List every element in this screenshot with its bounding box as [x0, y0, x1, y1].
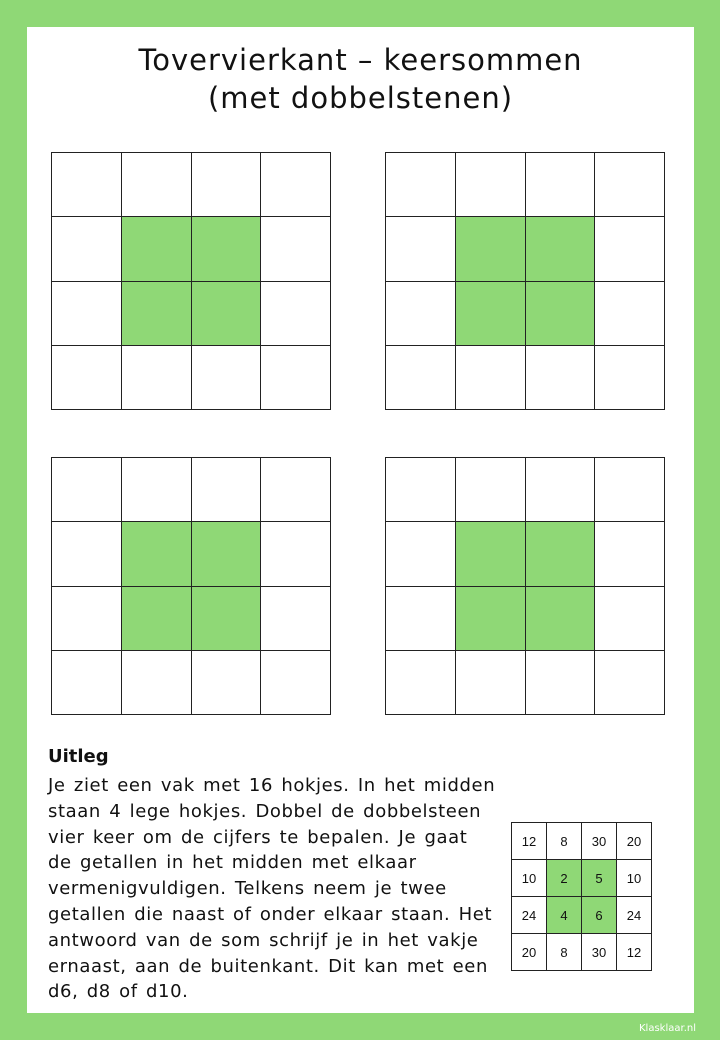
magic-square-2	[385, 152, 665, 410]
outer-cell	[595, 587, 665, 651]
outer-cell	[52, 587, 122, 651]
outer-cell	[456, 153, 526, 217]
outer-cell	[386, 522, 456, 586]
outer-cell	[52, 458, 122, 522]
outer-cell	[122, 346, 192, 410]
example-outer-cell: 8	[547, 934, 582, 971]
magic-square-1	[51, 152, 331, 410]
center-cell	[526, 522, 596, 586]
outer-cell	[122, 458, 192, 522]
example-outer-cell: 10	[617, 860, 652, 897]
outer-cell	[261, 587, 331, 651]
center-cell	[122, 217, 192, 281]
magic-square-3	[51, 457, 331, 715]
outer-cell	[595, 153, 665, 217]
outer-cell	[52, 522, 122, 586]
footer-brand: Klasklaar.nl	[639, 1023, 696, 1034]
outer-cell	[386, 153, 456, 217]
example-outer-cell: 20	[617, 823, 652, 860]
outer-cell	[526, 346, 596, 410]
example-outer-cell: 12	[617, 934, 652, 971]
worksheet	[27, 27, 694, 1013]
example-outer-cell: 10	[512, 860, 547, 897]
outer-cell	[595, 217, 665, 281]
example-center-cell: 4	[547, 897, 582, 934]
example-outer-cell: 24	[617, 897, 652, 934]
center-cell	[192, 282, 262, 346]
outer-cell	[386, 458, 456, 522]
center-cell	[456, 217, 526, 281]
title-line-2: (met dobbelstenen)	[207, 81, 514, 115]
outer-cell	[261, 346, 331, 410]
example-center-cell: 5	[582, 860, 617, 897]
outer-cell	[595, 458, 665, 522]
center-cell	[456, 282, 526, 346]
example-row	[512, 860, 652, 897]
example-outer-cell: 12	[512, 823, 547, 860]
explanation-heading: Uitleg	[48, 746, 109, 767]
example-outer-cell: 24	[512, 897, 547, 934]
outer-cell	[595, 282, 665, 346]
page-title	[27, 41, 694, 117]
outer-cell	[52, 282, 122, 346]
outer-cell	[456, 458, 526, 522]
outer-cell	[386, 587, 456, 651]
outer-cell	[595, 522, 665, 586]
title-line-1: Tovervierkant – keersommen	[138, 43, 583, 77]
example-row	[512, 897, 652, 934]
outer-cell	[261, 153, 331, 217]
outer-cell	[192, 346, 262, 410]
outer-cell	[526, 153, 596, 217]
center-cell	[456, 587, 526, 651]
outer-cell	[595, 346, 665, 410]
example-outer-cell: 30	[582, 934, 617, 971]
outer-cell	[526, 651, 596, 715]
example-row	[512, 934, 652, 971]
example-outer-cell: 30	[582, 823, 617, 860]
outer-cell	[192, 458, 262, 522]
center-cell	[122, 522, 192, 586]
outer-cell	[595, 651, 665, 715]
example-outer-cell: 8	[547, 823, 582, 860]
outer-cell	[192, 153, 262, 217]
outer-cell	[456, 346, 526, 410]
outer-cell	[52, 346, 122, 410]
outer-cell	[261, 651, 331, 715]
outer-cell	[122, 651, 192, 715]
center-cell	[192, 587, 262, 651]
center-cell	[456, 522, 526, 586]
example-center-cell: 6	[582, 897, 617, 934]
outer-cell	[52, 217, 122, 281]
outer-cell	[52, 651, 122, 715]
example-grid	[511, 822, 652, 971]
outer-cell	[261, 522, 331, 586]
outer-cell	[261, 458, 331, 522]
center-cell	[122, 587, 192, 651]
outer-cell	[386, 651, 456, 715]
example-center-cell: 2	[547, 860, 582, 897]
outer-cell	[526, 458, 596, 522]
center-cell	[192, 522, 262, 586]
center-cell	[526, 587, 596, 651]
outer-cell	[386, 217, 456, 281]
outer-cell	[261, 217, 331, 281]
center-cell	[526, 282, 596, 346]
magic-square-4	[385, 457, 665, 715]
outer-cell	[261, 282, 331, 346]
outer-cell	[192, 651, 262, 715]
explanation-text: Je ziet een vak met 16 hokjes. In het midden staan 4 lege hokjes. Dobbel de dobbelsteen vier keer om de cijfers te bepalen. Je gaat de getallen in het midden met elkaar vermenigvuldigen. Telkens neem je twee getallen die naast of onder elkaar staan. Het antwoord van de som schrijf je in het vakje ernaast, aan de buitenkant. Dit kan met een d6, d8 of d10.	[48, 775, 496, 1003]
center-cell	[526, 217, 596, 281]
example-row	[512, 823, 652, 860]
outer-cell	[386, 282, 456, 346]
center-cell	[122, 282, 192, 346]
outer-cell	[386, 346, 456, 410]
center-cell	[192, 217, 262, 281]
outer-cell	[122, 153, 192, 217]
outer-cell	[52, 153, 122, 217]
outer-cell	[456, 651, 526, 715]
example-outer-cell: 20	[512, 934, 547, 971]
